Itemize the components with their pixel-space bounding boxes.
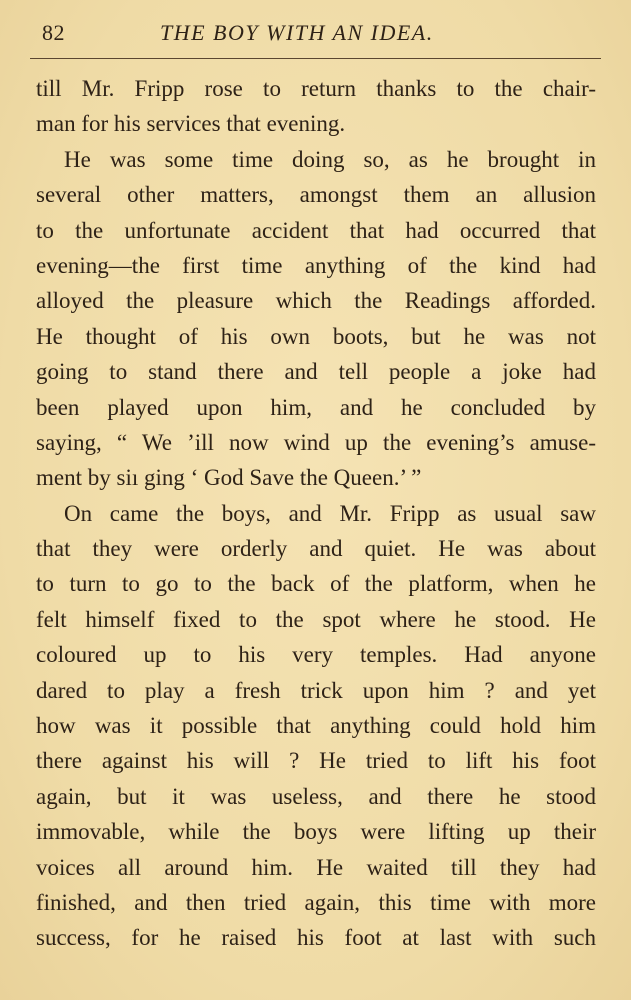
text-line: finished, and then tried again, this time with more: [36, 889, 596, 915]
header-rule: [30, 58, 601, 59]
text-line: alloyed the pleasure which the Readings afforded.: [36, 288, 596, 314]
text-line: dared to play a fresh trick upon him ? and yet: [36, 677, 596, 703]
text-line: to turn to go to the back of the platform, when he: [36, 571, 596, 597]
text-line: ment by siı ging ‘ God Save the Queen.’ ”: [36, 465, 422, 491]
text-line: been played upon him, and he concluded by: [36, 394, 596, 420]
text-line: man for his services that evening.: [36, 111, 346, 137]
body-text: [36, 71, 596, 956]
text-line: voices all around him. He waited till they had: [36, 854, 596, 880]
text-line: felt himself fixed to the spot where he stood. He: [36, 606, 596, 632]
running-title: THE BOY WITH AN IDEA.: [160, 20, 434, 45]
page-number: 82: [42, 20, 65, 45]
text-line: evening—the first time anything of the kind had: [36, 252, 596, 278]
text-line: how was it possible that anything could hold him: [36, 713, 596, 739]
text-line: till Mr. Fripp rose to return thanks to the chair-: [36, 76, 596, 101]
running-head: [30, 20, 601, 50]
text-line: to the unfortunate accident that had occurred that: [36, 217, 596, 243]
text-line: He was some time doing so, as he brought in: [64, 146, 596, 172]
text-line: that they were orderly and quiet. He was about: [36, 536, 596, 562]
text-line: success, for he raised his foot at last with such: [36, 925, 596, 951]
text-line: coloured up to his very temples. Had anyone: [36, 642, 596, 668]
text-line: again, but it was useless, and there he stood: [36, 783, 596, 809]
text-line: immovable, while the boys were lifting up their: [36, 819, 596, 845]
text-line: saying, “ We ’ill now wind up the evening’s amuse-: [36, 429, 596, 455]
text-line: He thought of his own boots, but he was not: [36, 323, 596, 349]
text-line: there against his will ? He tried to lift his foot: [36, 748, 596, 774]
text-line: going to stand there and tell people a joke had: [36, 359, 596, 385]
text-line: On came the boys, and Mr. Fripp as usual saw: [64, 500, 596, 526]
text-line: several other matters, amongst them an allusion: [36, 182, 596, 208]
